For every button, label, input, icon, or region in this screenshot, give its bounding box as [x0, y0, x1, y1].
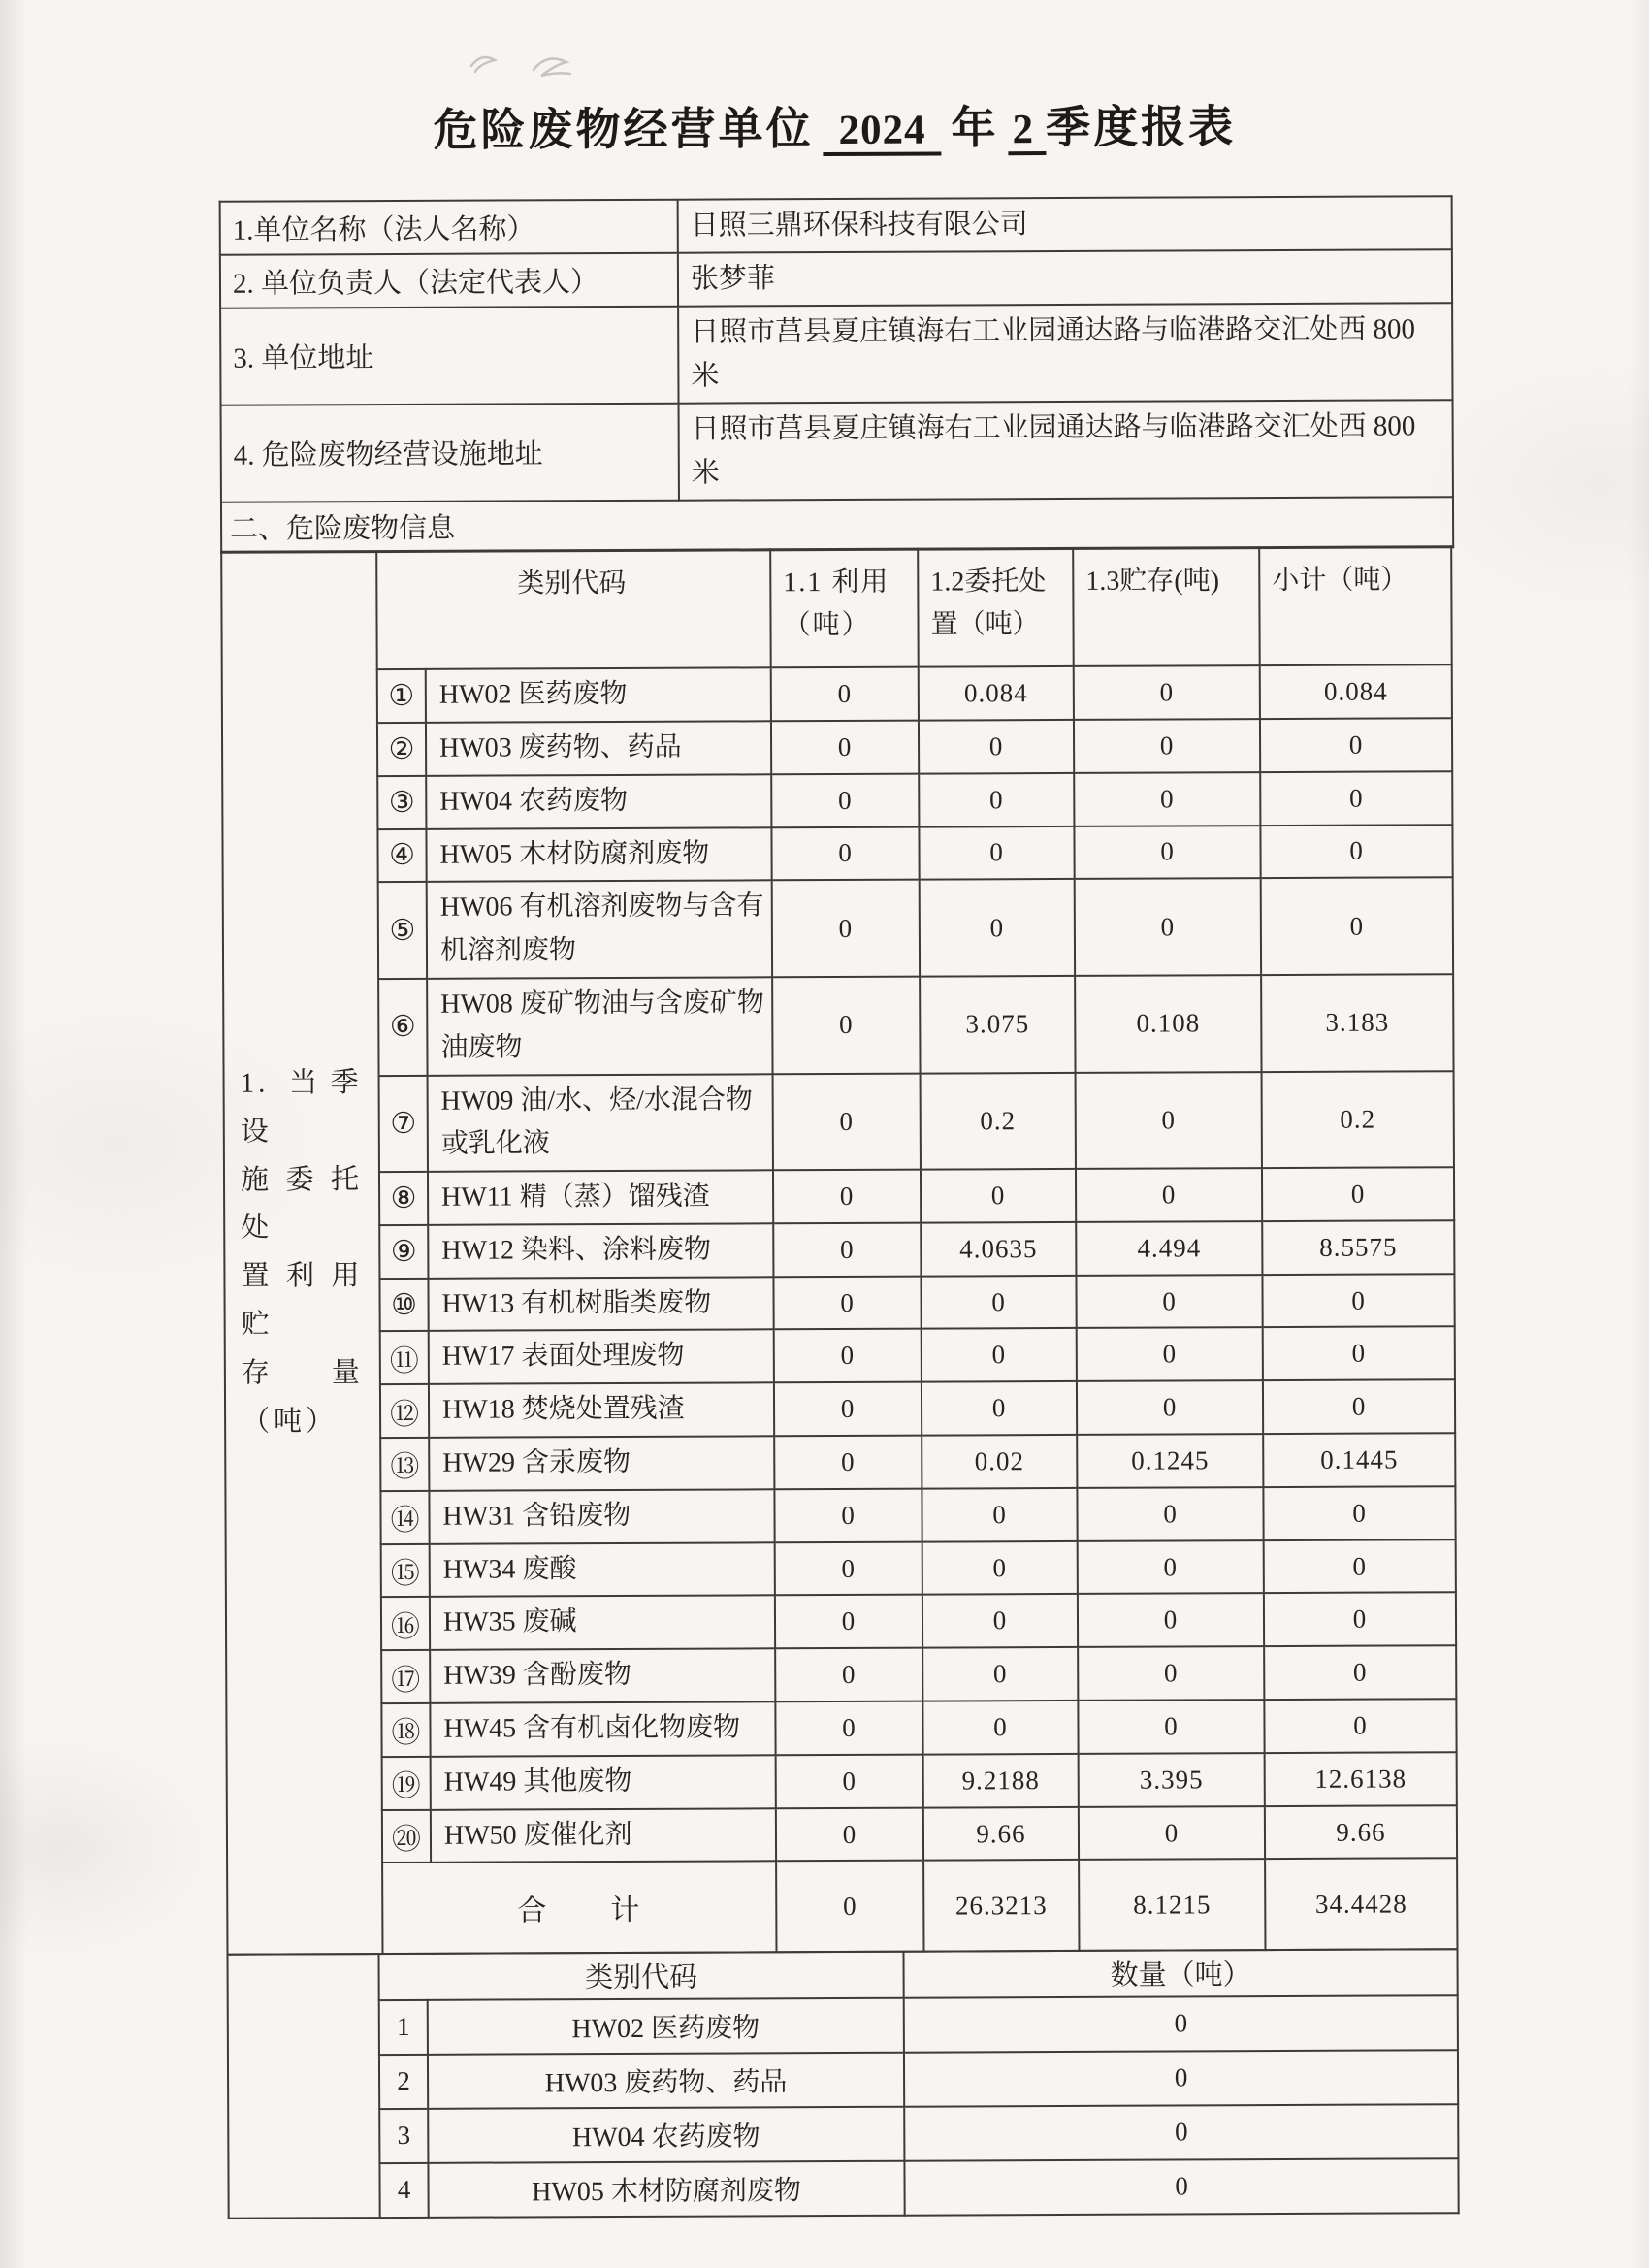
waste-row-entrust-value: 0 — [919, 720, 1074, 773]
waste-row-number: ⑱ — [381, 1703, 430, 1757]
quantity-side-cell — [226, 1953, 378, 2219]
waste-row-name: HW29 含汞废物 — [429, 1436, 774, 1490]
section-header-row — [221, 497, 1453, 553]
waste-row-entrust-value: 0 — [922, 1381, 1077, 1435]
waste-row-entrust-value: 9.66 — [923, 1807, 1079, 1861]
waste-row-store-value: 3.395 — [1079, 1753, 1265, 1807]
waste-row-use-value: 0 — [774, 1489, 922, 1542]
waste-row-use-value: 0 — [775, 1541, 922, 1595]
waste-row-number: ⑯ — [381, 1597, 430, 1650]
waste-row-subtotal-value: 0 — [1260, 718, 1452, 772]
quantity-row-number: 1 — [379, 2000, 428, 2055]
waste-row-name: HW03 废药物、药品 — [426, 721, 771, 775]
title-year-underlined: 2024 — [823, 109, 941, 157]
waste-row-use-value: 0 — [773, 1073, 921, 1170]
unit-info-row — [220, 303, 1452, 405]
waste-row-name: HW13 有机树脂类废物 — [428, 1277, 773, 1331]
total-label: 合 计 — [382, 1862, 776, 1955]
waste-row-entrust-value: 0 — [922, 1594, 1078, 1647]
waste-row-name: HW11 精（蒸）馏残渣 — [428, 1170, 773, 1224]
waste-row-entrust-value: 0 — [922, 1701, 1078, 1754]
waste-row-store-value: 0 — [1074, 665, 1260, 720]
waste-row — [377, 825, 1452, 883]
waste-row-use-value: 0 — [773, 1276, 921, 1329]
quantity-row — [379, 2158, 1458, 2218]
unit-info-value: 张梦菲 — [678, 249, 1452, 306]
waste-row-name: HW04 农药废物 — [426, 774, 771, 828]
unit-info-row — [220, 249, 1452, 308]
waste-row-use-value: 0 — [771, 773, 919, 826]
waste-row-number: ① — [377, 669, 426, 723]
waste-row-number: ⑪ — [380, 1331, 429, 1384]
waste-row-use-value: 0 — [775, 1595, 922, 1648]
waste-row-subtotal-value: 0 — [1264, 1699, 1456, 1753]
waste-row-store-value: 0 — [1074, 719, 1260, 773]
waste-row-entrust-value: 0.084 — [919, 666, 1074, 720]
waste-row — [377, 718, 1452, 776]
report-sheet — [218, 90, 1460, 2219]
waste-row-use-value: 0 — [776, 1754, 923, 1807]
waste-row-name: HW39 含酚废物 — [430, 1649, 775, 1703]
waste-row — [380, 1380, 1455, 1439]
quantity-table — [377, 1948, 1459, 2219]
quantity-row-name: HW02 医药废物 — [428, 1998, 904, 2055]
waste-row-store-value: 0 — [1076, 1275, 1262, 1329]
waste-row — [380, 1486, 1455, 1544]
title-prefix: 危险废物经营单位 — [433, 104, 814, 155]
waste-side-label: 1. 当季设 施委托处 置利用贮 存量（吨） — [240, 1066, 364, 1438]
unit-info-label: 1.单位名称（法人名称） — [220, 200, 678, 255]
col-header-entrust: 1.2委托处 置（吨） — [918, 548, 1074, 667]
waste-row-store-value: 0 — [1079, 1806, 1265, 1861]
waste-row-entrust-value: 0 — [922, 1488, 1077, 1541]
quantity-col-header-category: 类别代码 — [378, 1952, 903, 2000]
waste-row-name: HW34 废酸 — [430, 1542, 775, 1597]
waste-row-subtotal-value: 8.5575 — [1262, 1220, 1454, 1275]
waste-row-subtotal-value: 0 — [1264, 1539, 1456, 1594]
title-quarter-underlined: 2 — [1008, 108, 1046, 155]
waste-row-name: HW09 油/水、烃/水混合物 或乳化液 — [428, 1074, 773, 1172]
waste-row — [377, 771, 1452, 829]
unit-info-row — [221, 400, 1453, 502]
unit-info-value: 日照三鼎环保科技有限公司 — [678, 196, 1452, 252]
waste-row-number: ⑳ — [382, 1809, 431, 1863]
page-title — [218, 90, 1450, 160]
waste-row-use-value: 0 — [775, 1648, 922, 1701]
unit-info-label: 2. 单位负责人（法定代表人） — [220, 253, 678, 308]
waste-row-entrust-value: 0 — [919, 826, 1074, 879]
waste-row-entrust-value: 0 — [919, 773, 1074, 826]
waste-rows — [377, 664, 1457, 1863]
waste-row — [381, 1593, 1456, 1651]
waste-row — [381, 1539, 1456, 1598]
waste-row-entrust-value: 0 — [922, 1541, 1078, 1595]
waste-row-subtotal-value: 12.6138 — [1265, 1752, 1457, 1806]
waste-row-entrust-value: 0 — [922, 1647, 1078, 1701]
waste-row-use-value: 0 — [771, 721, 919, 774]
waste-side-cell — [220, 550, 381, 1956]
waste-row-number: ⑭ — [380, 1491, 429, 1544]
quantity-rows — [379, 1995, 1459, 2218]
waste-row — [379, 1274, 1454, 1332]
waste-row-store-value: 0 — [1078, 1594, 1264, 1648]
waste-row — [381, 1645, 1456, 1703]
waste-row-number: ⑫ — [380, 1384, 429, 1438]
waste-row-use-value: 0 — [773, 1223, 921, 1277]
waste-row-number: ③ — [377, 776, 426, 829]
waste-row-number: ⑮ — [381, 1544, 430, 1598]
waste-row-subtotal-value: 9.66 — [1265, 1805, 1457, 1860]
waste-row-entrust-value: 0 — [922, 1328, 1077, 1381]
waste-row — [377, 664, 1452, 723]
total-store-value: 8.1215 — [1079, 1860, 1265, 1952]
waste-row-name: HW45 含有机卤化物废物 — [430, 1701, 775, 1756]
col-header-store: 1.3贮存(吨) — [1073, 547, 1260, 666]
waste-row-use-value: 0 — [775, 1701, 922, 1755]
quantity-row-value: 0 — [904, 2104, 1458, 2160]
waste-row-subtotal-value: 3.183 — [1261, 974, 1453, 1071]
quantity-row-name: HW04 农药废物 — [428, 2107, 904, 2163]
quantity-row — [379, 1995, 1458, 2055]
waste-row-subtotal-value: 0 — [1262, 1167, 1454, 1221]
waste-row — [378, 878, 1453, 979]
waste-row-number: ⑥ — [378, 979, 427, 1076]
waste-row-subtotal-value: 0.084 — [1260, 664, 1452, 719]
waste-row-entrust-value: 0 — [920, 879, 1075, 976]
waste-row-entrust-value: 0 — [921, 1276, 1076, 1329]
waste-row-name: HW35 废碱 — [430, 1596, 775, 1650]
waste-row-name: HW02 医药废物 — [426, 667, 771, 722]
quantity-row-value: 0 — [904, 2158, 1458, 2215]
waste-row-entrust-value: 0 — [921, 1169, 1076, 1222]
waste-row-subtotal-value: 0 — [1264, 1645, 1456, 1700]
waste-row-name: HW12 染料、涂料废物 — [428, 1223, 773, 1278]
waste-row-store-value: 0 — [1074, 772, 1260, 826]
waste-row-subtotal-value: 0.1445 — [1263, 1433, 1455, 1487]
waste-row-entrust-value: 0.02 — [922, 1435, 1077, 1488]
quantity-table-wrap — [226, 1948, 1459, 2219]
total-entrust-value: 26.3213 — [923, 1860, 1079, 1952]
waste-row — [379, 1167, 1454, 1225]
waste-row-number: ⑲ — [382, 1757, 431, 1810]
unit-info-value: 日照市莒县夏庄镇海右工业园通达路与临港路交汇处西 800 米 — [679, 400, 1453, 500]
waste-row-use-value: 0 — [774, 1382, 922, 1436]
waste-row — [378, 974, 1453, 1075]
waste-row-subtotal-value: 0 — [1264, 1593, 1456, 1647]
waste-row-use-value: 0 — [772, 977, 920, 1074]
quantity-row — [379, 2050, 1458, 2109]
waste-row-store-value: 0.108 — [1075, 975, 1261, 1072]
waste-row-entrust-value: 0.2 — [921, 1072, 1076, 1169]
waste-row-subtotal-value: 0.2 — [1262, 1071, 1454, 1168]
waste-row-number: ⑩ — [379, 1279, 428, 1332]
quantity-col-header-amount: 数量（吨） — [903, 1949, 1457, 1997]
waste-row-subtotal-value: 0 — [1263, 1380, 1455, 1435]
waste-row — [380, 1433, 1455, 1491]
waste-row-store-value: 0 — [1078, 1646, 1264, 1701]
waste-row-use-value: 0 — [776, 1807, 923, 1861]
waste-row-store-value: 0 — [1077, 1380, 1263, 1435]
waste-row-subtotal-value: 0 — [1263, 1486, 1455, 1540]
waste-row-store-value: 0 — [1076, 1168, 1262, 1222]
quantity-row — [379, 2104, 1458, 2163]
waste-row — [382, 1752, 1457, 1810]
waste-row-subtotal-value: 0 — [1260, 825, 1452, 879]
waste-row-use-value: 0 — [774, 1329, 922, 1382]
col-header-subtotal: 小计（吨） — [1259, 546, 1452, 665]
waste-header-row — [376, 546, 1452, 669]
waste-row-store-value: 0 — [1078, 1540, 1264, 1595]
quantity-row-name: HW03 废药物、药品 — [428, 2053, 904, 2109]
waste-row-name: HW31 含铅废物 — [429, 1489, 774, 1543]
unit-info-row — [220, 196, 1452, 254]
waste-row-store-value: 4.494 — [1076, 1221, 1262, 1276]
waste-row-name: HW05 木材防腐剂废物 — [426, 827, 771, 882]
waste-row-name: HW06 有机溶剂废物与含有 机溶剂废物 — [427, 881, 772, 979]
waste-row-subtotal-value: 0 — [1262, 1274, 1454, 1328]
section-title: 二、危险废物信息 — [221, 497, 1453, 553]
unit-info-value: 日照市莒县夏庄镇海右工业园通达路与临港路交汇处西 800 米 — [678, 303, 1452, 403]
waste-row-entrust-value: 9.2188 — [923, 1754, 1079, 1807]
unit-info-table — [219, 195, 1455, 553]
waste-row-use-value: 0 — [773, 1170, 921, 1223]
title-year-label: 年 — [951, 103, 999, 153]
waste-row-store-value: 0 — [1076, 1072, 1262, 1169]
quantity-row-number: 3 — [379, 2109, 428, 2163]
unit-info-label: 3. 单位地址 — [220, 307, 678, 405]
waste-table — [375, 545, 1458, 1955]
waste-row — [381, 1699, 1456, 1757]
waste-row-number: ⑦ — [379, 1075, 428, 1172]
waste-row-store-value: 0 — [1077, 1487, 1263, 1541]
waste-row-use-value: 0 — [772, 880, 920, 977]
col-header-use: 1.1 利用 （吨） — [770, 549, 919, 668]
waste-total-row — [382, 1859, 1457, 1955]
waste-row-store-value: 0 — [1075, 878, 1261, 975]
waste-row-store-value: 0 — [1078, 1700, 1264, 1754]
waste-row-store-value: 0 — [1074, 826, 1260, 880]
waste-row-store-value: 0.1245 — [1077, 1434, 1263, 1488]
quantity-row-number: 4 — [379, 2163, 428, 2218]
unit-info-rows — [220, 196, 1453, 502]
waste-row-number: ⑨ — [379, 1225, 428, 1279]
total-use-value: 0 — [776, 1861, 923, 1953]
waste-row-name: HW18 焚烧处置残渣 — [429, 1383, 774, 1438]
waste-row-number: ⑤ — [378, 882, 427, 979]
waste-row-number: ⑧ — [379, 1172, 428, 1225]
quantity-row-name: HW05 木材防腐剂废物 — [428, 2161, 904, 2218]
pencil-scribble-icon — [464, 37, 590, 91]
waste-row — [379, 1220, 1454, 1279]
waste-row-number: ④ — [377, 828, 426, 882]
total-subtotal-value: 34.4428 — [1265, 1859, 1457, 1951]
quantity-row-value: 0 — [904, 2050, 1458, 2106]
quantity-row-value: 0 — [904, 1995, 1458, 2052]
waste-row-name: HW50 废催化剂 — [431, 1808, 776, 1863]
waste-row-number: ⑬ — [380, 1438, 429, 1491]
unit-info-label: 4. 危险废物经营设施地址 — [221, 403, 679, 502]
waste-row — [379, 1071, 1454, 1172]
waste-row-name: HW49 其他废物 — [431, 1755, 776, 1809]
waste-row-number: ⑰ — [381, 1650, 430, 1703]
waste-table-wrap — [220, 545, 1458, 1956]
waste-row-use-value: 0 — [771, 667, 919, 721]
col-header-category: 类别代码 — [376, 549, 771, 669]
waste-row — [380, 1327, 1455, 1385]
waste-row-subtotal-value: 0 — [1261, 878, 1453, 975]
waste-row-store-value: 0 — [1077, 1328, 1263, 1382]
waste-row-use-value: 0 — [771, 826, 919, 880]
waste-row-name: HW17 表面处理废物 — [429, 1330, 774, 1384]
waste-row-use-value: 0 — [774, 1436, 922, 1489]
quantity-header-row — [378, 1949, 1457, 2000]
title-suffix: 季度报表 — [1045, 102, 1237, 153]
waste-row-entrust-value: 4.0635 — [921, 1222, 1076, 1276]
quantity-row-number: 2 — [379, 2055, 428, 2109]
waste-row-entrust-value: 3.075 — [920, 976, 1075, 1073]
waste-row-name: HW08 废矿物油与含废矿物 油废物 — [427, 977, 772, 1075]
waste-row-subtotal-value: 0 — [1263, 1327, 1455, 1381]
waste-row-subtotal-value: 0 — [1260, 771, 1452, 826]
waste-row — [382, 1805, 1457, 1863]
waste-row-number: ② — [377, 723, 426, 776]
